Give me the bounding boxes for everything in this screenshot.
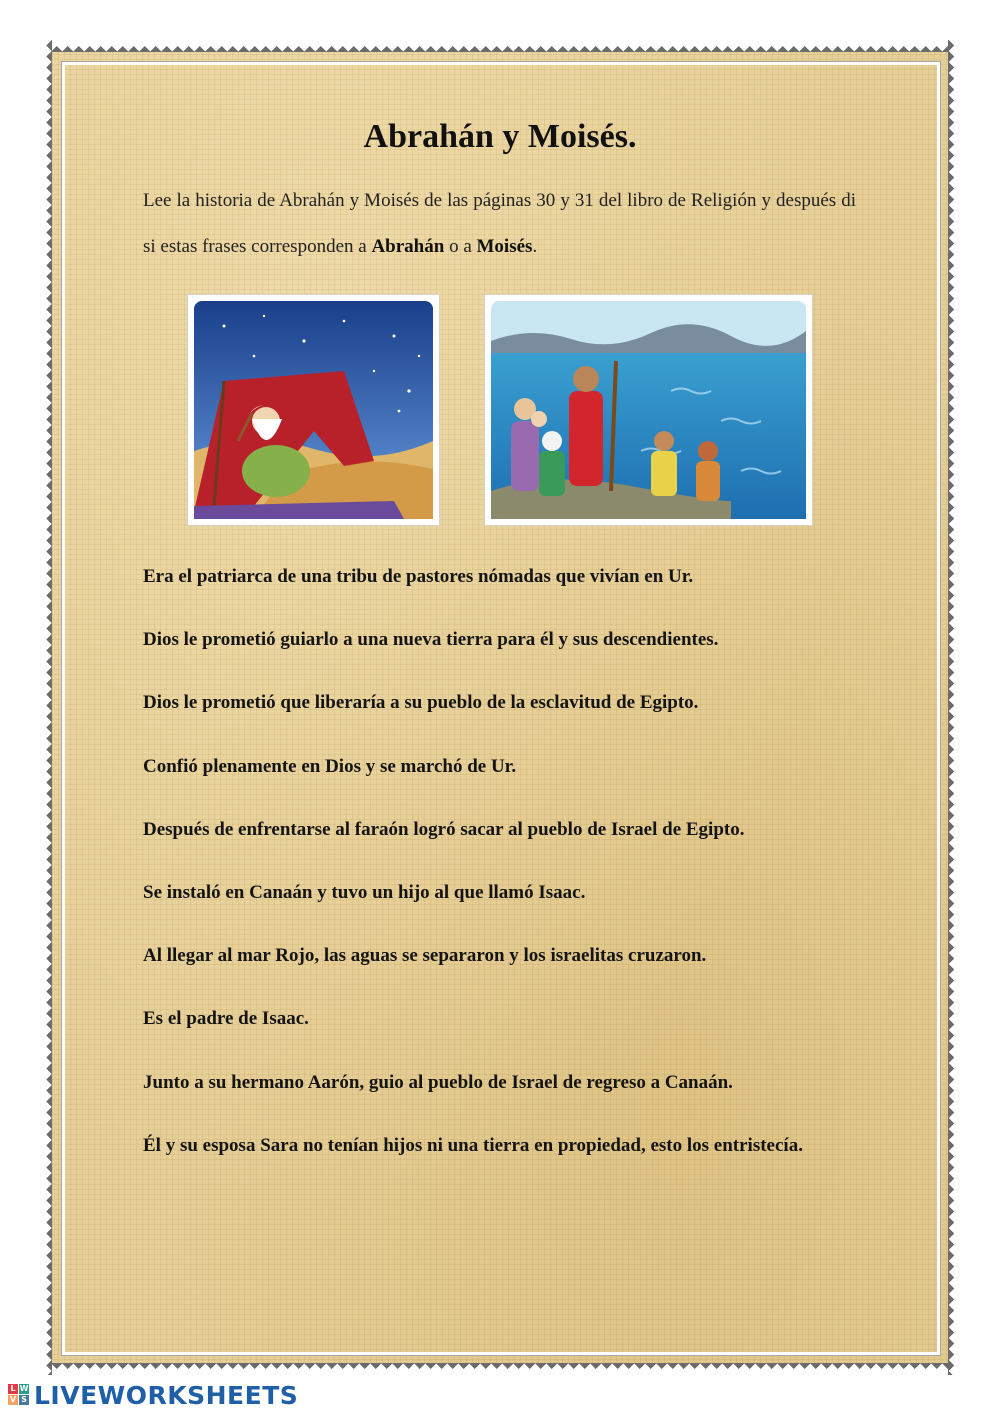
instructions [143, 178, 856, 270]
logo-letter: W [19, 1384, 29, 1393]
footer [8, 1381, 298, 1409]
logo-letter: S [19, 1395, 29, 1405]
instructions-connector: o a [444, 236, 477, 257]
logo-letter: L [8, 1384, 18, 1394]
sentence-item: Después de enfrentarse al faraón logró sacar al pueblo de Israel de Egipto. [143, 818, 745, 840]
abrahan-name: Abrahán [371, 236, 445, 257]
sentence-item: Al llegar al mar Rojo, las aguas se separaron y los israelitas cruzaron. [143, 945, 707, 967]
sentence-item: Era el patriarca de una tribu de pastores nómadas que vivían en Ur. [143, 566, 694, 587]
sentence-list [143, 563, 903, 1195]
liveworksheets-logo-icon [8, 1383, 32, 1407]
instructions-end: . [532, 236, 538, 257]
border-left [40, 40, 52, 1375]
border-right [948, 40, 960, 1375]
sentence-item: Dios le prometió que liberaría a su pueblo de la esclavitud de Egipto. [143, 692, 699, 714]
abraham-tent-illustration [187, 294, 440, 526]
sentence-item: Es el padre de Isaac. [143, 1008, 309, 1030]
sentence-item: Confió plenamente en Dios y se marchó de Ur. [143, 755, 517, 777]
sentence-item: Se instaló en Canaán y tuvo un hijo al que llamó Isaac. [143, 881, 586, 903]
border-top [40, 40, 960, 52]
brand-name[interactable]: LIVEWORKSHEETS [34, 1380, 299, 1410]
moises-name: Moisés [476, 236, 533, 257]
sentence-item: Él y su esposa Sara no tenían hijos ni una tierra en propiedad, esto los entristecía. [143, 1134, 803, 1156]
page-title: Abrahán y Moisés. [363, 118, 637, 155]
border-bottom [40, 1363, 960, 1375]
moses-red-sea-illustration [484, 294, 813, 526]
sentence-item: Junto a su hermano Aarón, guio al pueblo de Israel de regreso a Canaán. [143, 1071, 733, 1093]
instructions-text: Lee la historia de Abrahán y Moisés de las páginas 30 y 31 del libro de Religión y después di si estas frases corresponden a [143, 190, 856, 257]
sentence-item: Dios le prometió guiarlo a una nueva tierra para él y sus descendientes. [143, 629, 719, 651]
logo-letter: V [9, 1395, 17, 1404]
